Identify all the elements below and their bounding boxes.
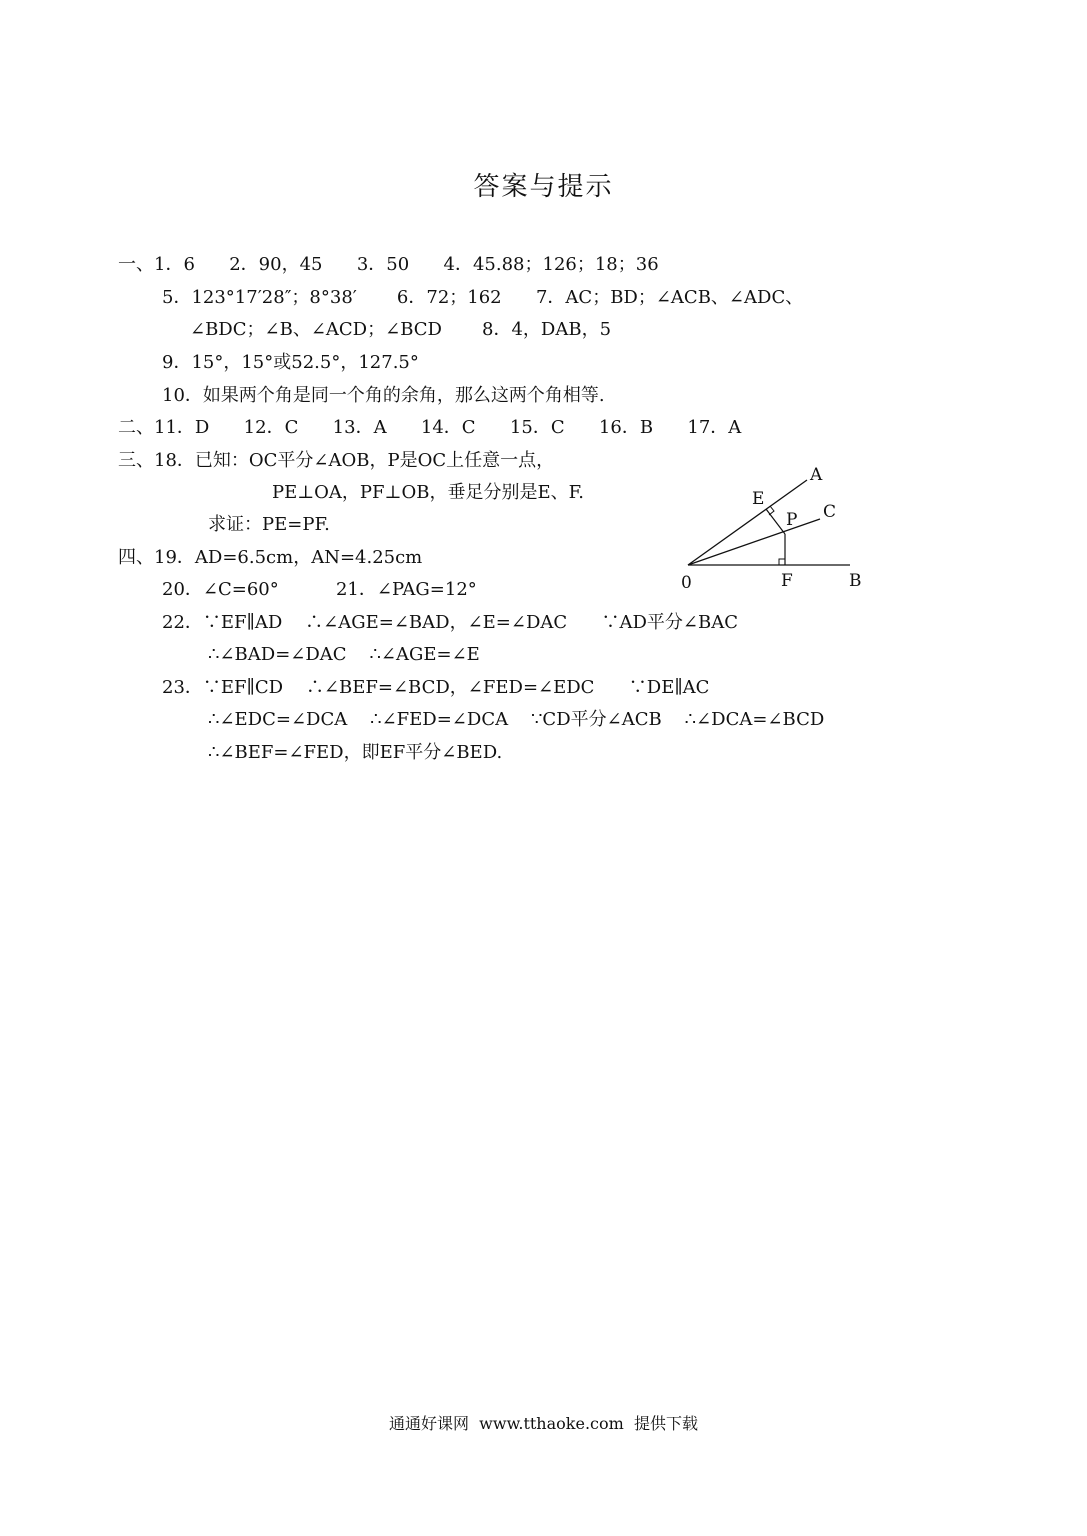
answer-line-12: 22．∵EF∥AD ∴∠AGE=∠BAD，∠E=∠DAC ∵AD平分∠BAC <box>162 612 739 633</box>
answer-line-10: 四、19．AD=6.5cm，AN=4.25cm <box>118 547 423 568</box>
answer-line-14: 23．∵EF∥CD ∴∠BEF=∠BCD，∠FED=∠EDC ∵DE∥AC <box>162 677 710 698</box>
answer-line-16: ∴∠BEF=∠FED，即EF平分∠BED. <box>208 742 503 763</box>
label-P: P <box>786 510 798 530</box>
label-E: E <box>752 489 765 509</box>
answer-line-2: 5．123°17′28″；8°38′ 6．72；162 7．AC；BD；∠ACB、∠ADC、 <box>162 287 804 308</box>
answer-line-4: 9．15°，15°或52.5°，127.5° <box>162 352 419 373</box>
angle-bisector-figure <box>670 458 870 598</box>
answer-line-5: 10．如果两个角是同一个角的余角，那么这两个角相等. <box>162 385 605 406</box>
right-angle-mark-F <box>779 559 785 565</box>
answer-line-9: 求证：PE=PF. <box>208 514 330 535</box>
answer-line-7: 三、18．已知：OC平分∠AOB，P是OC上任意一点， <box>118 450 555 471</box>
answer-line-11: 20．∠C=60° 21．∠PAG=12° <box>162 579 477 600</box>
segment-PE <box>766 509 785 534</box>
answer-line-8: PE⊥OA，PF⊥OB，垂足分别是E、F. <box>272 482 584 503</box>
answer-line-3: ∠BDC；∠B、∠ACD；∠BCD 8．4，DAB，5 <box>190 319 612 340</box>
answer-line-15: ∴∠EDC=∠DCA ∴∠FED=∠DCA ∵CD平分∠ACB ∴∠DCA=∠BCD <box>208 709 825 730</box>
answer-line-13: ∴∠BAD=∠DAC ∴∠AGE=∠E <box>208 644 480 665</box>
answer-line-1: 一、1．6 2．90，45 3．50 4．45.88；126；18；36 <box>118 254 659 275</box>
footer-credit: 通通好课网 www.tthaoke.com 提供下载 <box>389 1414 698 1433</box>
label-C: C <box>823 502 837 522</box>
answer-line-6: 二、11．D 12．C 13．A 14．C 15．C 16．B 17．A <box>118 417 742 438</box>
label-F: F <box>781 571 793 591</box>
page-title: 答案与提示 <box>473 172 614 202</box>
ray-OC <box>688 519 820 565</box>
label-A: A <box>810 465 823 485</box>
label-O: 0 <box>681 573 692 593</box>
label-B: B <box>849 571 862 591</box>
